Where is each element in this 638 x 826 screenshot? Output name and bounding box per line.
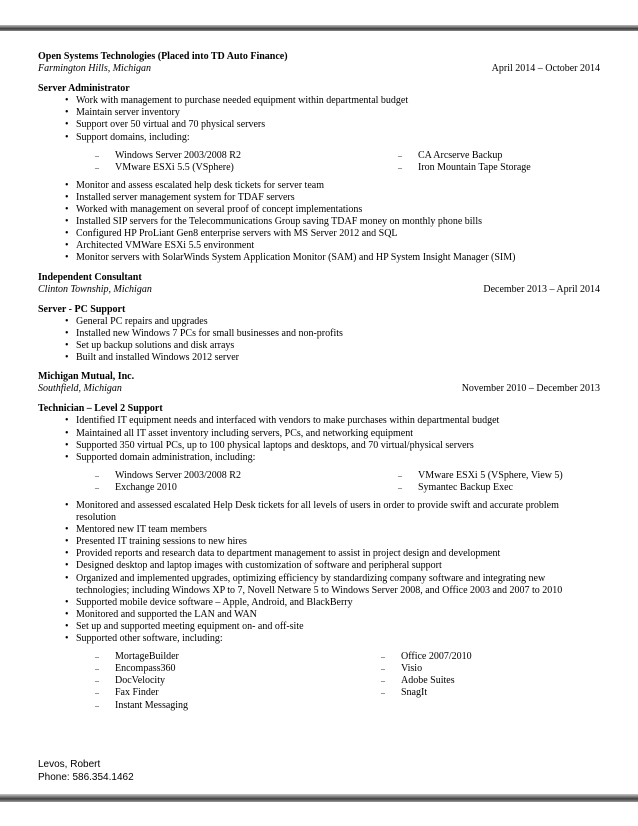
location-row [38, 63, 600, 75]
list-item: – Fax Finder [95, 687, 381, 699]
list-item: – CA Arcserve Backup [398, 150, 531, 162]
location-row [38, 284, 600, 296]
list-item: • Installed server management system for TDAF servers [76, 192, 600, 204]
location-row [38, 383, 600, 395]
list-item: • Identified IT equipment needs and interfaced with vendors to make purchases within departmental budget [76, 415, 600, 427]
list-item: – Office 2007/2010 [381, 651, 472, 663]
list-item: • Support domains, including: [76, 132, 600, 144]
list-item: – VMware ESXi 5 (VSphere, View 5) [398, 470, 563, 482]
bullet-list [38, 500, 600, 645]
list-item: • General PC repairs and upgrades [76, 316, 600, 328]
list-item: • Maintained all IT asset inventory including servers, PCs, and networking equipment [76, 428, 600, 440]
list-item: • Installed new Windows 7 PCs for small businesses and non-profits [76, 328, 600, 340]
job-entry [38, 51, 600, 265]
company-name: Michigan Mutual, Inc. [38, 371, 135, 383]
job-dates: November 2010 – December 2013 [461, 383, 600, 395]
resume-body [38, 51, 600, 718]
job-location: Clinton Township, Michigan [38, 283, 152, 295]
list-item: – Exchange 2010 [95, 482, 398, 494]
job-title: Technician – Level 2 Support [38, 403, 163, 415]
list-item: • Maintain server inventory [76, 107, 600, 119]
list-item: – Encompass360 [95, 663, 381, 675]
list-item: • Configured HP ProLiant Gen8 enterprise servers with MS Server 2012 and SQL [76, 228, 600, 240]
list-item: • Support over 50 virtual and 70 physical servers [76, 119, 600, 131]
list-item: • Presented IT training sessions to new hires [76, 536, 600, 548]
job-title: Server - PC Support [38, 303, 126, 315]
job-dates: December 2013 – April 2014 [483, 283, 600, 295]
bullet-list [38, 415, 600, 463]
job-location: Southfield, Michigan [38, 383, 122, 395]
list-item: – Instant Messaging [95, 700, 381, 712]
sub-list [95, 470, 600, 494]
list-item: – Visio [381, 663, 472, 675]
job-title: Server Administrator [38, 83, 130, 95]
list-item: • Monitored and supported the LAN and WAN [76, 609, 600, 621]
bullet-list [38, 316, 600, 364]
sub-list-left [95, 470, 398, 494]
sub-list-right [398, 150, 531, 174]
list-item: • Architected VMWare ESXi 5.5 environment [76, 240, 600, 252]
list-item: • Work with management to purchase needed equipment within departmental budget [76, 95, 600, 107]
job-location: Farmington Hills, Michigan [38, 63, 152, 75]
company-name: Open Systems Technologies (Placed into TD Auto Finance) [38, 51, 288, 62]
bullet-list [38, 95, 600, 143]
list-item: • Provided reports and research data to department management to assist in project design and development [76, 548, 600, 560]
sub-list [95, 150, 600, 174]
list-item: – Iron Mountain Tape Storage [398, 162, 531, 174]
list-item: – DocVelocity [95, 675, 381, 687]
list-item: • Monitored and assessed escalated Help Desk tickets for all levels of users in order to provide swift and accurate problem resolution [76, 500, 600, 524]
sub-list [95, 651, 600, 711]
list-item: • Supported mobile device software – Apple, Android, and BlackBerry [76, 597, 600, 609]
list-item: • Supported 350 virtual PCs, up to 100 physical laptops and desktops, and 70 virtual/physical servers [76, 440, 600, 452]
sub-list-right [398, 470, 563, 494]
list-item: – MortageBuilder [95, 651, 381, 663]
footer-phone: Phone: 586.354.1462 [38, 771, 134, 783]
list-item: • Installed SIP servers for the Telecommunications Group saving TDAF money on monthly phone bills [76, 216, 600, 228]
company-name: Independent Consultant [38, 271, 142, 283]
job-dates: April 2014 – October 2014 [491, 63, 600, 75]
list-item: • Designed desktop and laptop images with customization of software and peripheral support [76, 560, 600, 572]
list-item: • Monitor servers with SolarWinds System Application Monitor (SAM) and HP System Insight Manager (SIM) [76, 252, 600, 264]
bottom-border [0, 794, 638, 802]
top-border [0, 25, 638, 31]
list-item: • Built and installed Windows 2012 server [76, 352, 600, 364]
list-item: – Windows Server 2003/2008 R2 [95, 150, 398, 162]
list-item: – Adobe Suites [381, 675, 472, 687]
sub-list-right [381, 651, 472, 711]
sub-list-left [95, 150, 398, 174]
list-item: • Monitor and assess escalated help desk tickets for server team [76, 180, 600, 192]
list-item: – Windows Server 2003/2008 R2 [95, 470, 398, 482]
bullet-list [38, 180, 600, 265]
list-item: • Mentored new IT team members [76, 524, 600, 536]
page-footer [38, 759, 134, 784]
job-entry [38, 272, 600, 365]
footer-name: Levos, Robert [38, 759, 101, 770]
list-item: – Symantec Backup Exec [398, 482, 563, 494]
sub-list-left [95, 651, 381, 711]
job-entry [38, 371, 600, 711]
list-item: • Set up and supported meeting equipment on- and off-site [76, 621, 600, 633]
list-item: • Worked with management on several proof of concept implementations [76, 204, 600, 216]
list-item: • Supported other software, including: [76, 633, 600, 645]
list-item: – VMware ESXi 5.5 (VSphere) [95, 162, 398, 174]
list-item: • Organized and implemented upgrades, optimizing efficiency by standardizing company software and integrating new technologies; including Windows XP to 7, Novell Netware 5 to Windows Server 2008, and Office 2003 and 2007 to 2010 [76, 573, 600, 597]
list-item: – SnagIt [381, 687, 472, 699]
list-item: • Supported domain administration, including: [76, 452, 600, 464]
list-item: • Set up backup solutions and disk arrays [76, 340, 600, 352]
